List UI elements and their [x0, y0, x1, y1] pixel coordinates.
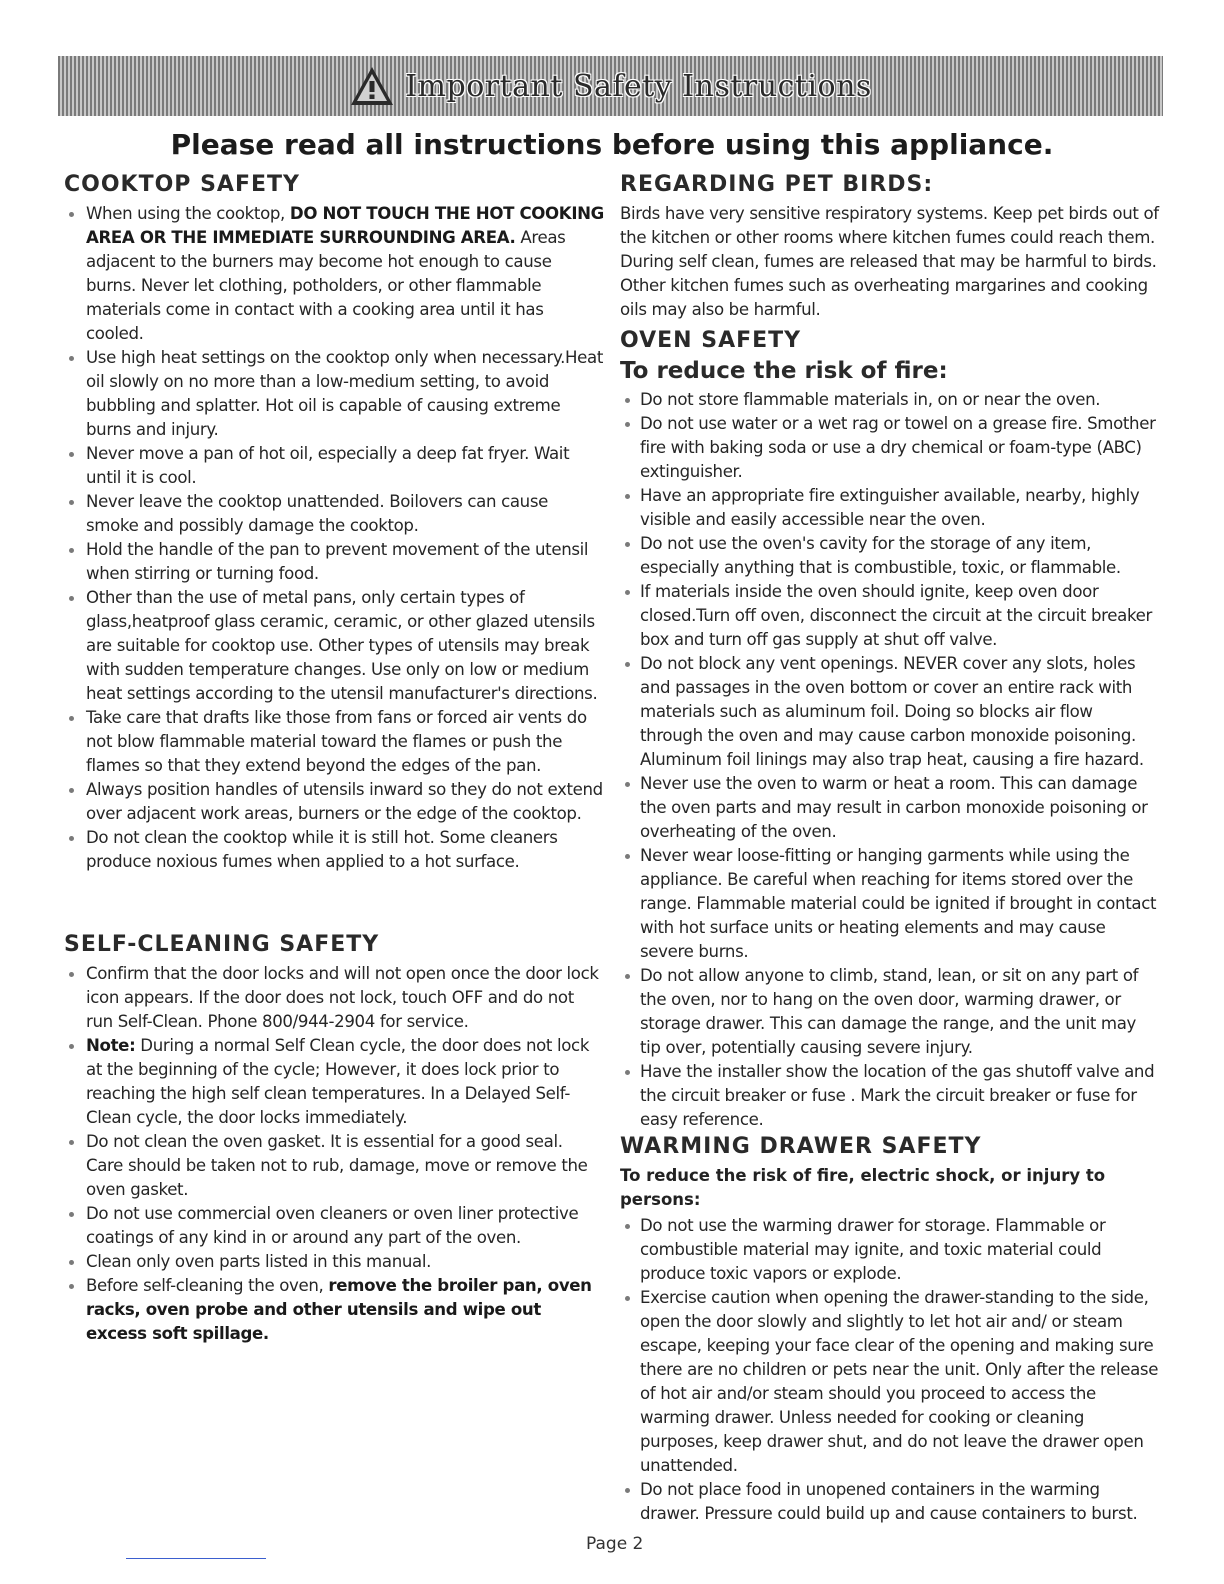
list-item: Do not use water or a wet rag or towel on a grease fire. Smother fire with baking soda or use a dry chemical or foam-type (ABC) extinguisher.	[620, 412, 1160, 484]
pet-birds-heading: REGARDING PET BIRDS:	[620, 172, 934, 197]
list-item: Never move a pan of hot oil, especially a deep fat fryer. Wait until it is cool.	[64, 442, 604, 490]
warming-drawer-safety-heading: WARMING DRAWER SAFETY	[620, 1134, 982, 1159]
oven-safety-list	[620, 388, 1160, 1132]
list-item: Use high heat settings on the cooktop only when necessary.Heat oil slowly on no more than a low-medium setting, to avoid bubbling and splatter. Hot oil is capable of causing extreme burns and injury.	[64, 346, 604, 442]
list-item: Always position handles of utensils inward so they do not extend over adjacent work areas, burners or the edge of the cooktop.	[64, 778, 604, 826]
page-number: Page 2	[586, 1534, 644, 1554]
pet-birds-text: Birds have very sensitive respiratory systems. Keep pet birds out of the kitchen or other rooms where kitchen fumes could reach them. During self clean, fumes are released that may be harmful to birds. Other kitchen fumes such as overheating margarines and cooking oils may also be harmful.	[620, 204, 1159, 319]
list-item: Exercise caution when opening the drawer-standing to the side, open the door slowly and slightly to let hot air and/ or steam escape, keeping your face clear of the opening and making sure there are no children or pets near the unit. Only after the release of hot air and/or steam should you proceed to access the warming drawer. Unless needed for cooking or cleaning purposes, keep drawer shut, and do not leave the drawer open unattended.	[620, 1286, 1160, 1478]
warming-drawer-list	[620, 1214, 1160, 1526]
list-item: Have an appropriate fire extinguisher available, nearby, highly visible and easily accessible near the oven.	[620, 484, 1160, 532]
list-item: Do not clean the cooktop while it is still hot. Some cleaners produce noxious fumes when applied to a hot surface.	[64, 826, 604, 874]
oven-fire-risk-subheading: To reduce the risk of fire:	[620, 358, 948, 384]
header-banner	[58, 56, 1163, 116]
left-column	[64, 172, 604, 1346]
list-item: Never leave the cooktop unattended. Boilovers can cause smoke and possibly damage the cooktop.	[64, 490, 604, 538]
warning-icon	[349, 65, 395, 107]
footer-rule	[126, 1558, 266, 1559]
list-item: Do not place food in unopened containers in the warming drawer. Pressure could build up and cause containers to burst.	[620, 1478, 1160, 1526]
banner-content	[349, 65, 872, 107]
section-spacer	[64, 874, 604, 932]
self-cleaning-safety-list	[64, 962, 604, 1346]
list-item: Do not clean the oven gasket. It is essential for a good seal. Care should be taken not to rub, damage, move or remove the oven gasket.	[64, 1130, 604, 1202]
list-item: Have the installer show the location of the gas shutoff valve and the circuit breaker or fuse . Mark the circuit breaker or fuse for easy reference.	[620, 1060, 1160, 1132]
list-item: Note: During a normal Self Clean cycle, the door does not lock at the beginning of the cycle; However, it does lock prior to reaching the high self clean temperatures. In a Delayed Self- Clean cycle, the door locks immediately.	[64, 1034, 604, 1130]
list-item: Take care that drafts like those from fans or forced air vents do not blow flammable material toward the flames or push the flames so that they extend beyond the edges of the pan.	[64, 706, 604, 778]
cooktop-safety-list	[64, 202, 604, 874]
list-item: Other than the use of metal pans, only certain types of glass,heatproof glass ceramic, ceramic, or other glazed utensils are suitable for cooktop use. Other types of utensils may break with sudden temperature changes. Use only on low or medium heat settings according to the utensil manufacturer's directions.	[64, 586, 604, 706]
list-item: Hold the handle of the pan to prevent movement of the utensil when stirring or turning food.	[64, 538, 604, 586]
list-item: Before self-cleaning the oven, remove the broiler pan, oven racks, oven probe and other utensils and wipe out excess soft spillage.	[64, 1274, 604, 1346]
list-item: When using the cooktop, DO NOT TOUCH THE HOT COOKING AREA OR THE IMMEDIATE SURROUNDING AREA. Areas adjacent to the burners may become hot enough to cause burns. Never let clothing, potholders, or other flammable materials come in contact with a cooking area until it has cooled.	[64, 202, 604, 346]
right-column	[620, 172, 1160, 1526]
cooktop-safety-heading: COOKTOP SAFETY	[64, 172, 300, 197]
list-item: If materials inside the oven should ignite, keep oven door closed.Turn off oven, disconnect the circuit at the circuit breaker box and turn off gas supply at shut off valve.	[620, 580, 1160, 652]
banner-title: Important Safety Instructions	[405, 68, 872, 104]
page-subtitle: Please read all instructions before using this appliance.	[170, 128, 1054, 161]
list-item: Do not store flammable materials in, on or near the oven.	[620, 388, 1160, 412]
list-item: Clean only oven parts listed in this manual.	[64, 1250, 604, 1274]
warming-drawer-subheading: To reduce the risk of fire, electric shock, or injury to persons:	[620, 1166, 1106, 1209]
list-item: Confirm that the door locks and will not open once the door lock icon appears. If the door does not lock, touch OFF and do not run Self-Clean. Phone 800/944-2904 for service.	[64, 962, 604, 1034]
list-item: Never use the oven to warm or heat a room. This can damage the oven parts and may result in carbon monoxide poisoning or overheating of the oven.	[620, 772, 1160, 844]
list-item: Do not use the warming drawer for storage. Flammable or combustible material may ignite, and toxic material could produce toxic vapors or explode.	[620, 1214, 1160, 1286]
oven-safety-heading: OVEN SAFETY	[620, 328, 802, 353]
list-item: Do not use the oven's cavity for the storage of any item, especially anything that is combustible, toxic, or flammable.	[620, 532, 1160, 580]
list-item: Do not use commercial oven cleaners or oven liner protective coatings of any kind in or around any part of the oven.	[64, 1202, 604, 1250]
list-item: Never wear loose-fitting or hanging garments while using the appliance. Be careful when reaching for items stored over the range. Flammable material could be ignited if brought in contact with hot surface units or heating elements and may cause severe burns.	[620, 844, 1160, 964]
list-item: Do not block any vent openings. NEVER cover any slots, holes and passages in the oven bottom or cover an entire rack with materials such as aluminum foil. Doing so blocks air flow through the oven and may cause carbon monoxide poisoning. Aluminum foil linings may also trap heat, causing a fire hazard.	[620, 652, 1160, 772]
list-item: Do not allow anyone to climb, stand, lean, or sit on any part of the oven, nor to hang on the oven door, warming drawer, or storage drawer. This can damage the range, and the unit may tip over, potentially causing severe injury.	[620, 964, 1160, 1060]
self-cleaning-safety-heading: SELF-CLEANING SAFETY	[64, 932, 380, 957]
